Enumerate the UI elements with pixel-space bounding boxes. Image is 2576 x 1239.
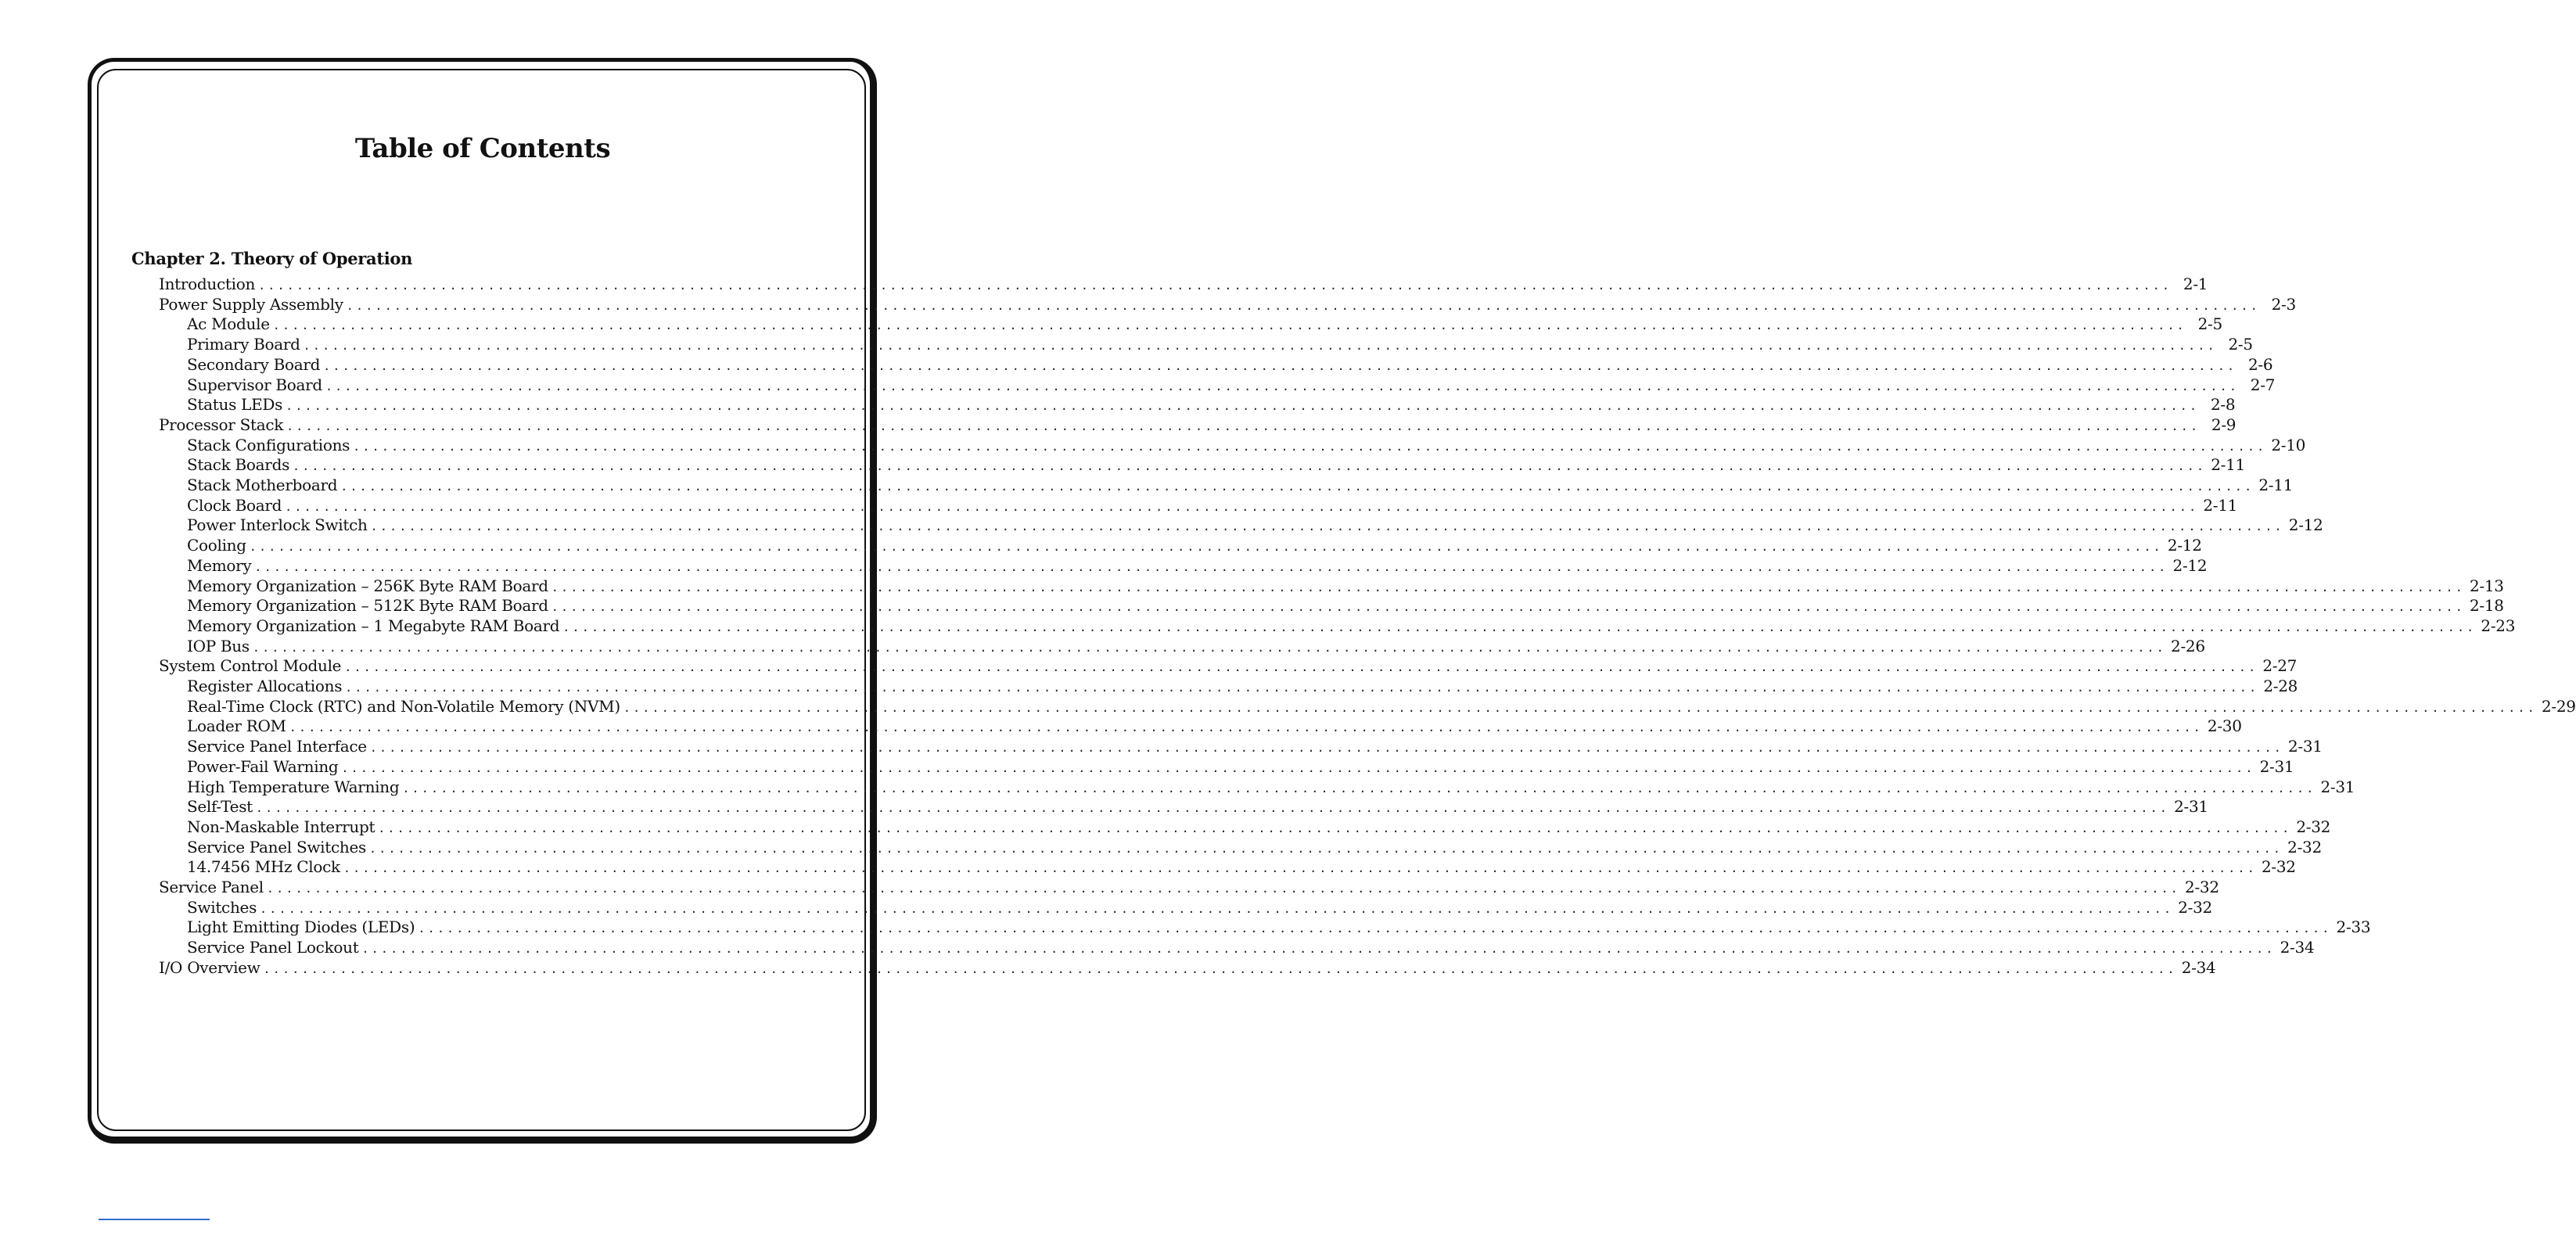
dot-leader: ........................................................................................................................................................................................................ bbox=[255, 801, 2170, 816]
toc-entry-label: Supervisor Board bbox=[187, 375, 322, 394]
toc-entry[interactable] bbox=[187, 716, 2242, 736]
dot-leader: ........................................................................................................................................................................................................ bbox=[260, 901, 2174, 916]
toc-entry-page: 2-18 bbox=[2469, 596, 2504, 616]
toc-entry[interactable] bbox=[187, 616, 2516, 636]
toc-entry-page: 2-30 bbox=[2207, 716, 2242, 736]
toc-entry-label: Status LEDs bbox=[187, 395, 283, 415]
toc-entry-page: 2-34 bbox=[2181, 957, 2216, 977]
toc-entry-page: 2-1 bbox=[2183, 275, 2208, 293]
toc-entry-label: Stack Motherboard bbox=[187, 476, 338, 494]
toc-entry-page: 2-32 bbox=[2287, 837, 2322, 857]
dot-leader: ........................................................................................................................................................................................................ bbox=[353, 439, 2267, 454]
dot-leader: ........................................................................................................................................................................................................ bbox=[272, 318, 2186, 333]
toc-entry-page: 2-27 bbox=[2262, 656, 2298, 676]
toc-entry-page: 2-13 bbox=[2469, 576, 2504, 595]
page-title: Table of Contents bbox=[354, 133, 611, 164]
toc-entry[interactable] bbox=[187, 897, 2212, 918]
toc-entry[interactable] bbox=[187, 937, 2315, 957]
dot-leader: ........................................................................................................................................................................................................ bbox=[323, 358, 2237, 373]
dot-leader: ........................................................................................................................................................................................................ bbox=[286, 418, 2201, 433]
chapter-heading: Chapter 2. Theory of Operation bbox=[131, 249, 413, 268]
toc-entry[interactable] bbox=[187, 676, 2298, 696]
dot-leader: ........................................................................................................................................................................................................ bbox=[551, 580, 2465, 594]
toc-entry-label: Memory bbox=[187, 555, 252, 575]
toc-entry-label: Loader ROM bbox=[187, 716, 286, 736]
toc-entry-label: Stack Configurations bbox=[187, 435, 350, 454]
toc-entry-page: 2-8 bbox=[2210, 395, 2236, 415]
toc-entry-label: Service Panel Interface bbox=[187, 737, 367, 756]
toc-entry[interactable] bbox=[159, 655, 2298, 676]
dot-leader: ........................................................................................................................................................................................................ bbox=[340, 479, 2254, 494]
dot-leader: ........................................................................................................................................................................................................ bbox=[263, 961, 2177, 976]
toc-entry-label: Memory Organization – 256K Byte RAM Board bbox=[187, 576, 548, 595]
dot-leader: ........................................................................................................................................................................................................ bbox=[361, 942, 2276, 957]
dot-leader: ........................................................................................................................................................................................................ bbox=[325, 379, 2240, 393]
toc-entry-page: 2-12 bbox=[2288, 515, 2323, 535]
dot-leader: ........................................................................................................................................................................................................ bbox=[346, 298, 2260, 313]
toc-entry-page: 2-10 bbox=[2271, 435, 2306, 454]
toc-entry-label: High Temperature Warning bbox=[187, 777, 400, 796]
dot-leader: ........................................................................................................................................................................................................ bbox=[562, 620, 2477, 634]
toc-entry[interactable] bbox=[187, 696, 2576, 716]
dot-leader: ........................................................................................................................................................................................................ bbox=[341, 760, 2255, 775]
toc-entry[interactable] bbox=[159, 274, 2208, 294]
toc-entry-page: 2-32 bbox=[2178, 897, 2212, 917]
dot-leader: ........................................................................................................................................................................................................ bbox=[402, 781, 2316, 795]
dot-leader: ........................................................................................................................................................................................................ bbox=[378, 821, 2292, 835]
toc-entry-page: 2-34 bbox=[2280, 938, 2315, 957]
toc-entry-label: Stack Boards bbox=[187, 455, 290, 475]
dot-leader: ........................................................................................................................................................................................................ bbox=[303, 339, 2217, 354]
dot-leader: ........................................................................................................................................................................................................ bbox=[286, 399, 2200, 414]
toc-entry-label: 14.7456 MHz Clock bbox=[187, 857, 340, 877]
toc-entry-label: Light Emitting Diodes (LEDs) bbox=[187, 918, 415, 937]
toc-entry-label: Cooling bbox=[187, 536, 246, 555]
toc-entry-label: Service Panel Switches bbox=[187, 837, 366, 857]
toc-entry[interactable] bbox=[187, 394, 2236, 415]
footer-rule bbox=[99, 1219, 210, 1220]
toc-entry[interactable] bbox=[187, 495, 2238, 515]
toc-entry[interactable] bbox=[187, 535, 2202, 555]
dot-leader: ........................................................................................................................................................................................................ bbox=[370, 519, 2284, 534]
toc-entry[interactable] bbox=[187, 515, 2323, 535]
toc-entry-label: IOP Bus bbox=[187, 636, 250, 655]
toc-entry[interactable] bbox=[187, 354, 2273, 375]
toc-entry-page: 2-12 bbox=[2167, 536, 2202, 555]
toc-entry[interactable] bbox=[187, 576, 2504, 596]
toc-entry[interactable] bbox=[187, 555, 2208, 576]
dot-leader: ........................................................................................................................................................................................................ bbox=[254, 559, 2168, 574]
dot-leader: ........................................................................................................................................................................................................ bbox=[551, 600, 2465, 615]
toc-entry-label: Processor Stack bbox=[159, 415, 284, 434]
toc-entry-page: 2-11 bbox=[2211, 455, 2245, 475]
toc-entry[interactable] bbox=[187, 314, 2222, 334]
toc-entry[interactable] bbox=[187, 756, 2294, 777]
toc-entry[interactable] bbox=[187, 435, 2306, 455]
toc-entry[interactable] bbox=[187, 334, 2253, 354]
toc-entry-label: I/O Overview bbox=[159, 957, 260, 977]
toc-entry-page: 2-32 bbox=[2262, 857, 2296, 877]
toc-entry[interactable] bbox=[187, 736, 2323, 756]
toc-entry[interactable] bbox=[159, 415, 2236, 435]
toc-entry[interactable] bbox=[187, 475, 2294, 495]
dot-leader: ........................................................................................................................................................................................................ bbox=[293, 459, 2207, 474]
toc-entry-label: Switches bbox=[187, 897, 257, 917]
dot-leader: ........................................................................................................................................................................................................ bbox=[252, 640, 2167, 655]
dot-leader: ........................................................................................................................................................................................................ bbox=[249, 540, 2163, 555]
toc-entry-page: 2-6 bbox=[2247, 354, 2273, 374]
toc-entry[interactable] bbox=[187, 595, 2504, 616]
toc-entry[interactable] bbox=[159, 877, 2219, 897]
toc-entry-page: 2-23 bbox=[2481, 616, 2516, 635]
toc-entry-label: Register Allocations bbox=[187, 677, 343, 695]
dot-leader: ........................................................................................................................................................................................................ bbox=[266, 882, 2181, 896]
dot-leader: ........................................................................................................................................................................................................ bbox=[345, 681, 2259, 695]
dot-leader: ........................................................................................................................................................................................................ bbox=[289, 720, 2203, 735]
toc-entry[interactable] bbox=[187, 857, 2296, 877]
toc-entry-label: Real-Time Clock (RTC) and Non-Volatile Memory (NVM) bbox=[187, 696, 620, 716]
toc-entry-label: Clock Board bbox=[187, 495, 282, 515]
toc-entry-label: Service Panel bbox=[159, 878, 264, 896]
toc-entry[interactable] bbox=[187, 777, 2355, 797]
toc-entry-page: 2-31 bbox=[2320, 777, 2355, 796]
toc-entry-label: Service Panel Lockout bbox=[187, 938, 359, 957]
dot-leader: ........................................................................................................................................................................................................ bbox=[623, 700, 2537, 715]
dot-leader: ........................................................................................................................................................................................................ bbox=[344, 660, 2258, 675]
dot-leader: ........................................................................................................................................................................................................ bbox=[258, 278, 2172, 293]
toc-entry-label: Secondary Board bbox=[187, 354, 321, 374]
toc-entry-page: 2-11 bbox=[2203, 495, 2238, 515]
toc-entry-label: Self-Test bbox=[187, 797, 253, 817]
toc-entry[interactable] bbox=[187, 454, 2245, 475]
toc-entry-page: 2-3 bbox=[2271, 294, 2296, 314]
toc-entry-label: Power Supply Assembly bbox=[159, 294, 343, 314]
toc-entry-page: 2-33 bbox=[2336, 918, 2371, 937]
toc-entry-page: 2-12 bbox=[2172, 555, 2208, 575]
dot-leader: ........................................................................................................................................................................................................ bbox=[368, 841, 2283, 856]
toc-entry-page: 2-9 bbox=[2211, 415, 2236, 434]
toc-entry-page: 2-26 bbox=[2171, 636, 2205, 655]
toc-entry-label: Non-Maskable Interrupt bbox=[187, 817, 375, 836]
toc-entry-label: Memory Organization – 512K Byte RAM Board bbox=[187, 596, 548, 616]
dot-leader: ........................................................................................................................................................................................................ bbox=[369, 741, 2283, 756]
toc-entry-page: 2-29 bbox=[2542, 696, 2576, 716]
toc-entry-page: 2-28 bbox=[2263, 677, 2298, 695]
toc-entry[interactable] bbox=[187, 917, 2371, 937]
toc-entry-label: Memory Organization – 1 Megabyte RAM Board bbox=[187, 616, 560, 635]
dot-leader: ........................................................................................................................................................................................................ bbox=[343, 861, 2257, 876]
toc-entry[interactable] bbox=[187, 375, 2276, 395]
toc-entry-label: Power Interlock Switch bbox=[187, 515, 368, 535]
toc-entry[interactable] bbox=[187, 837, 2322, 857]
toc-entry-label: System Control Module bbox=[159, 656, 342, 676]
toc-entry-page: 2-5 bbox=[2228, 335, 2253, 354]
toc-entry-label: Primary Board bbox=[187, 335, 300, 354]
dot-leader: ........................................................................................................................................................................................................ bbox=[418, 921, 2332, 936]
toc-entry-page: 2-32 bbox=[2296, 817, 2331, 836]
toc-entry-label: Introduction bbox=[159, 275, 256, 293]
toc-entry-page: 2-7 bbox=[2250, 375, 2276, 394]
toc-entry-page: 2-31 bbox=[2287, 737, 2323, 756]
toc-entry-page: 2-31 bbox=[2259, 756, 2294, 776]
dot-leader: ........................................................................................................................................................................................................ bbox=[285, 499, 2199, 514]
toc-entry-page: 2-11 bbox=[2258, 476, 2294, 494]
toc-entry[interactable] bbox=[187, 796, 2208, 817]
toc-entry-label: Power-Fail Warning bbox=[187, 756, 339, 776]
toc-entry[interactable] bbox=[187, 817, 2331, 837]
toc-entry[interactable] bbox=[159, 294, 2296, 314]
toc-entry-label: Ac Module bbox=[187, 314, 270, 334]
toc-entry[interactable] bbox=[159, 957, 2216, 978]
toc-entry-page: 2-32 bbox=[2185, 878, 2219, 896]
toc-entry[interactable] bbox=[187, 636, 2205, 656]
toc-entry-page: 2-31 bbox=[2174, 797, 2208, 817]
toc-entry-page: 2-5 bbox=[2197, 314, 2222, 334]
